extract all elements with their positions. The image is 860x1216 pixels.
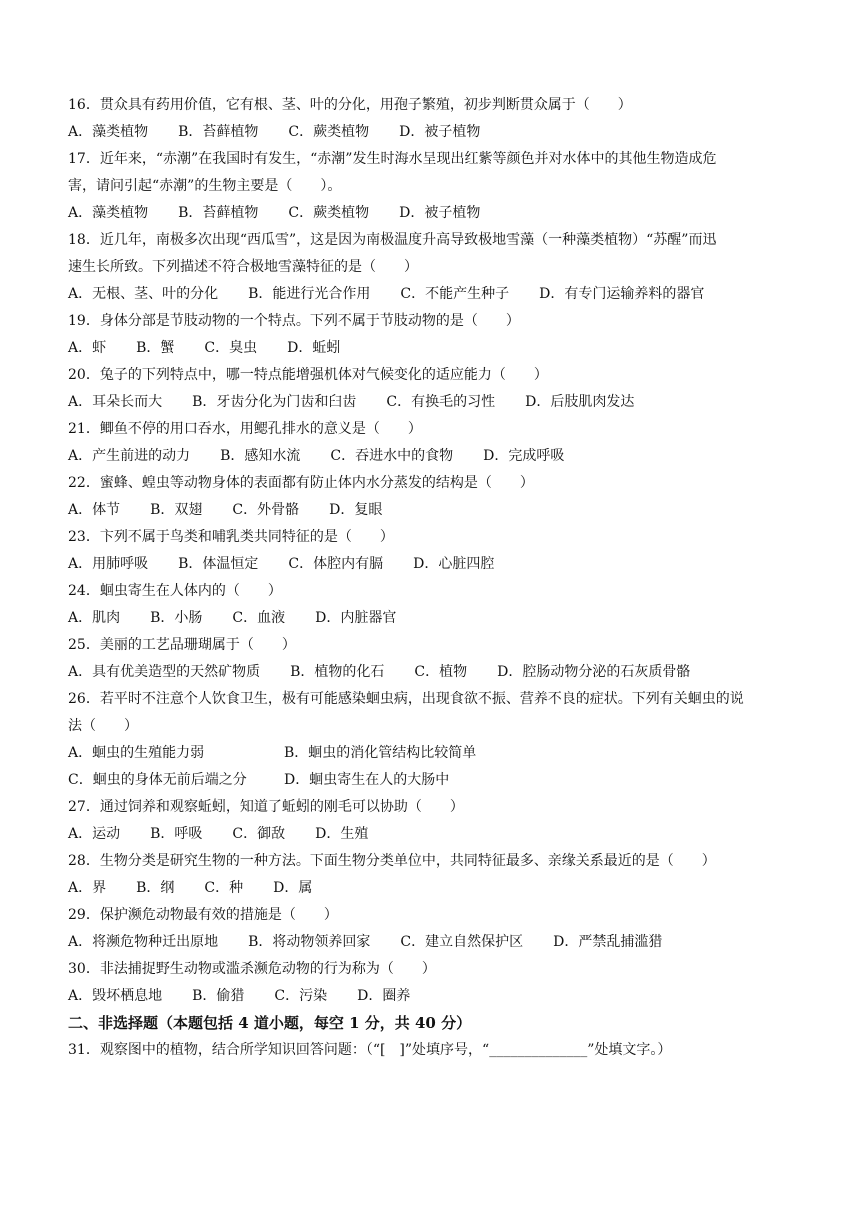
question-stem: 27．通过饲养和观察蚯蚓，知道了蚯蚓的刚毛可以协助（ ） [68, 799, 464, 815]
options-row [68, 200, 798, 227]
option: C．植物 [414, 664, 468, 680]
option: D．蚯蚓 [287, 340, 341, 356]
option: A．蛔虫的生殖能力弱 [68, 745, 205, 761]
option: D．心脏四腔 [413, 556, 495, 572]
option: C．吞进水中的食物 [330, 448, 454, 464]
option: C．外骨骼 [232, 502, 300, 518]
option: A．用肺呼吸 [68, 556, 149, 572]
question-item [68, 362, 798, 416]
option: C．体腔内有膈 [288, 556, 384, 572]
option: D．圈养 [357, 988, 411, 1004]
question-item [68, 308, 798, 362]
option: A．运动 [68, 826, 121, 842]
options-row [68, 821, 798, 848]
option: D．复眼 [329, 502, 383, 518]
options-row [68, 281, 798, 308]
option: A．具有优美造型的天然矿物质 [68, 664, 261, 680]
question-stem: 21．鲫鱼不停的用口吞水，用鳃孔排水的意义是（ ） [68, 421, 422, 437]
question-stem: 28．生物分类是研究生物的一种方法。下面生物分类单位中，共同特征最多、亲缘关系最近的是（ ） [68, 853, 716, 869]
option: B．能进行光合作用 [248, 286, 371, 302]
option: C．蕨类植物 [288, 205, 370, 221]
question-stem: 法（ ） [68, 718, 138, 734]
options-row [68, 551, 798, 578]
options-row [68, 929, 798, 956]
option: B．苔藓植物 [178, 205, 259, 221]
question-stem: 29．保护濒危动物最有效的措施是（ ） [68, 907, 338, 923]
option: B．小肠 [150, 610, 203, 626]
option: B．将动物领养回家 [248, 934, 371, 950]
option: D．蛔虫寄生在人的大肠中 [284, 772, 450, 788]
option: C．蕨类植物 [288, 124, 370, 140]
option: B．牙齿分化为门齿和臼齿 [192, 394, 357, 410]
question-item [68, 902, 798, 956]
option: D．生殖 [315, 826, 369, 842]
option: C．臭虫 [204, 340, 258, 356]
option: D．内脏器官 [315, 610, 397, 626]
question-stem: 24．蛔虫寄生在人体内的（ ） [68, 583, 282, 599]
options-row [68, 740, 798, 767]
question-item [68, 146, 798, 227]
option: A．毁坏栖息地 [68, 988, 163, 1004]
question-item [68, 524, 798, 578]
question-stem: 22．蜜蜂、蝗虫等动物身体的表面都有防止体内水分蒸发的结构是（ ） [68, 475, 534, 491]
option: B．纲 [136, 880, 175, 896]
question-list [68, 92, 798, 1064]
option: B．体温恒定 [178, 556, 259, 572]
question-item [68, 416, 798, 470]
question-item [68, 848, 798, 902]
option: C．蛔虫的身体无前后端之分 [68, 772, 247, 788]
option: A．产生前进的动力 [68, 448, 191, 464]
option: B．偷猎 [192, 988, 245, 1004]
option: B．双翅 [150, 502, 203, 518]
option: C．血液 [232, 610, 286, 626]
option: D．被子植物 [399, 124, 481, 140]
question-stem: 31．观察图中的植物，结合所学知识回答问题：（“[ ]”处填序号，“______________”处填文字。） [68, 1042, 672, 1058]
option: D．后肢肌肉发达 [525, 394, 635, 410]
option: A．无根、茎、叶的分化 [68, 286, 219, 302]
option: C．御敌 [232, 826, 286, 842]
option: D．完成呼吸 [483, 448, 565, 464]
options-row [68, 659, 798, 686]
question-stem: 19．身体分部是节肢动物的一个特点。下列不属于节肢动物的是（ ） [68, 313, 520, 329]
option: B．植物的化石 [290, 664, 385, 680]
option: A．将濒危物种迁出原地 [68, 934, 219, 950]
question-stem: 26．若平时不注意个人饮食卫生，极有可能感染蛔虫病，出现食欲不振、营养不良的症状。下列有关蛔虫的说 [68, 691, 744, 707]
question-stem: 18．近几年，南极多次出现“西瓜雪”，这是因为南极温度升高导致极地雪藻（一种藻类植物）“苏醒”而迅 [68, 232, 717, 248]
option: B．蛔虫的消化管结构比较简单 [284, 745, 477, 761]
question-item [68, 578, 798, 632]
option: D．属 [273, 880, 313, 896]
option: C．建立自然保护区 [400, 934, 524, 950]
question-item [68, 227, 798, 308]
options-row [68, 335, 798, 362]
options-row [68, 119, 798, 146]
question-stem: 速生长所致。下列描述不符合极地雪藻特征的是（ ） [68, 259, 418, 275]
option: C．种 [204, 880, 244, 896]
section-title: 二、非选择题（本题包括 4 道小题，每空 1 分，共 40 分） [68, 1014, 472, 1032]
question-stem: 17．近年来，“赤潮”在我国时有发生，“赤潮”发生时海水呈现出红紫等颜色并对水体中的其他生物造成危 [68, 151, 717, 167]
option: A．虾 [68, 340, 107, 356]
option: A．肌肉 [68, 610, 121, 626]
options-row [68, 497, 798, 524]
options-row [68, 983, 798, 1010]
options-row [68, 389, 798, 416]
option: A．藻类植物 [68, 205, 149, 221]
question-item [68, 956, 798, 1010]
question-stem: 30．非法捕捉野生动物或滥杀濒危动物的行为称为（ ） [68, 961, 436, 977]
question-item [68, 794, 798, 848]
options-row [68, 767, 798, 794]
question-stem: 害，请问引起“赤潮”的生物主要是（ ）。 [68, 178, 342, 194]
option: B．感知水流 [220, 448, 301, 464]
option: B．苔藓植物 [178, 124, 259, 140]
question-item [68, 470, 798, 524]
option: C．不能产生种子 [400, 286, 510, 302]
question-item [68, 686, 798, 794]
option: A．界 [68, 880, 107, 896]
options-row [68, 443, 798, 470]
question-stem: 25．美丽的工艺品珊瑚属于（ ） [68, 637, 296, 653]
question-stem: 20．兔子的下列特点中，哪一特点能增强机体对气候变化的适应能力（ ） [68, 367, 548, 383]
options-row [68, 605, 798, 632]
option: D．严禁乱捕滥猎 [553, 934, 663, 950]
question-stem: 23．卞列不属于鸟类和哺乳类共同特征的是（ ） [68, 529, 394, 545]
question-item [68, 92, 798, 146]
options-row [68, 875, 798, 902]
option: A．耳朵长而大 [68, 394, 163, 410]
option: D．被子植物 [399, 205, 481, 221]
option: B．呼吸 [150, 826, 203, 842]
option: A．藻类植物 [68, 124, 149, 140]
option: C．有换毛的习性 [386, 394, 496, 410]
question-item [68, 632, 798, 686]
question-stem: 16．贯众具有药用价值，它有根、茎、叶的分化，用孢子繁殖，初步判断贯众属于（ ） [68, 97, 632, 113]
option: A．体节 [68, 502, 121, 518]
option: B．蟹 [136, 340, 175, 356]
option: D．有专门运输养料的器官 [539, 286, 705, 302]
option: D．腔肠动物分泌的石灰质骨骼 [497, 664, 691, 680]
option: C．污染 [274, 988, 328, 1004]
